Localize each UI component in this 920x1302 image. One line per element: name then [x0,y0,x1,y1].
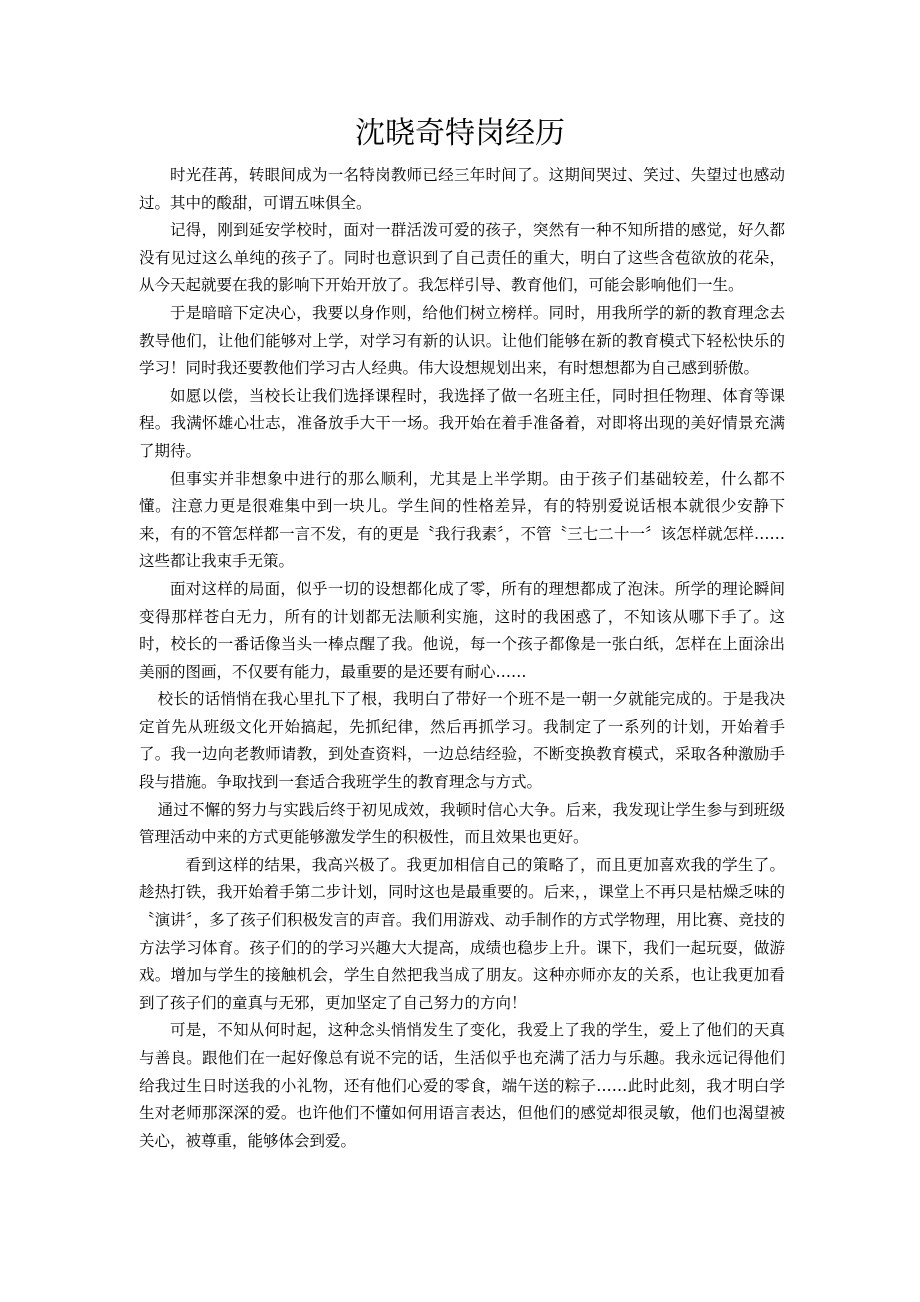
paragraph-10: 可是，不知从何时起，这种念头悄悄发生了变化，我爱上了我的学生，爱上了他们的天真与善良。跟他们在一起好像总有说不完的话，生活似乎也充满了活力与乐趣。我永远记得他们给我过生日时送我的小礼物，还有他们心爱的零食，端午送的粽子……此时此刻，我才明白学生对老师那深深的爱。也许他们不懂如何用语言表达，但他们的感觉却很灵敏，他们也渴望被关心，被尊重，能够体会到爱。 [139,1021,785,1150]
paragraph-4: 如愿以偿，当校长让我们选择课程时，我选择了做一名班主任，同时担任物理、体育等课程。我满怀雄心壮志，准备放手大干一场。我开始在着手准备着，对即将出现的美好情景充满了期待。 [139,386,785,460]
paragraph-1: 时光荏苒，转眼间成为一名特岗教师已经三年时间了。这期间哭过、笑过、失望过也感动过。其中的酸甜，可谓五味俱全。 [139,166,785,212]
paragraph-2: 记得，刚到延安学校时，面对一群活泼可爱的孩子，突然有一种不知所措的感觉，好久都没有见过这么单纯的孩子了。同时也意识到了自己责任的重大，明白了这些含苞欲放的花朵，从今天起就要在我的影响下开始开放了。我怎样引导、教育他们，可能会影响他们一生。 [139,221,785,295]
paragraph-5: 但事实并非想象中进行的那么顺利，尤其是上半学期。由于孩子们基础较差，什么都不懂。注意力更是很难集中到一块儿。学生间的性格差异，有的特别爱说话根本就很少安静下来，有的不管怎样都一言不发，有的更是〝我行我素〞，不管〝三七二十一〞该怎样就怎样……这些都让我束手无策。 [139,469,785,571]
paragraph-8: 通过不懈的努力与实践后终于初见成效，我顿时信心大争。后来，我发现让学生参与到班级管理活动中来的方式更能够激发学生的积极性，而且效果也更好。 [139,800,785,847]
paragraph-9: 看到这样的结果，我高兴极了。我更加相信自己的策略了，而且更加喜欢我的学生了。趁热打铁，我开始着手第二步计划，同时这也是最重要的。后来，，课堂上不再只是枯燥乏味的〝演讲〞，多了孩子们积极发言的声音。我们用游戏、动手制作的方式学物理，用比赛、竞技的方法学习体育。孩子们的的学习兴趣大大提高，成绩也稳步上升。课下，我们一起玩耍，做游戏。增加与学生的接触机会，学生自然把我当成了朋友。这种亦师亦友的关系，也让我更加看到了孩子们的童真与无邪，更加坚定了自己努力的方向！ [139,855,785,1012]
paragraph-3: 于是暗暗下定决心，我要以身作则，给他们树立榜样。同时，用我所学的新的教育理念去教导他们，让他们能够对上学，对学习有新的认识。让他们能够在新的教育模式下轻松快乐的学习！同时我还要教他们学习古人经典。伟大设想规划出来，有时想想都为自己感到骄傲。 [139,303,785,378]
paragraph-7: 校长的话悄悄在我心里扎下了根，我明白了带好一个班不是一朝一夕就能完成的。于是我决定首先从班级文化开始搞起，先抓纪律，然后再抓学习。我制定了一系列的计划，开始着手了。我一边向老教师请教，到处查资料，一边总结经验，不断变换教育模式，采取各种激励手段与措施。争取找到一套适合我班学生的教育理念与方式。 [139,690,785,792]
document-body [139,162,785,1155]
document-title: 沈晓奇特岗经历 [355,116,565,151]
paragraph-6: 面对这样的局面，似乎一切的设想都化成了零，所有的理想都成了泡沫。所学的理论瞬间变得那样苍白无力，所有的计划都无法顺利实施，这时的我困惑了，不知该从哪下手了。这时，校长的一番话像当头一棒点醒了我。他说，每一个孩子都像是一张白纸，怎样在上面涂出美丽的图画，不仅要有能力，最重要的是还要有耐心…… [139,579,785,681]
